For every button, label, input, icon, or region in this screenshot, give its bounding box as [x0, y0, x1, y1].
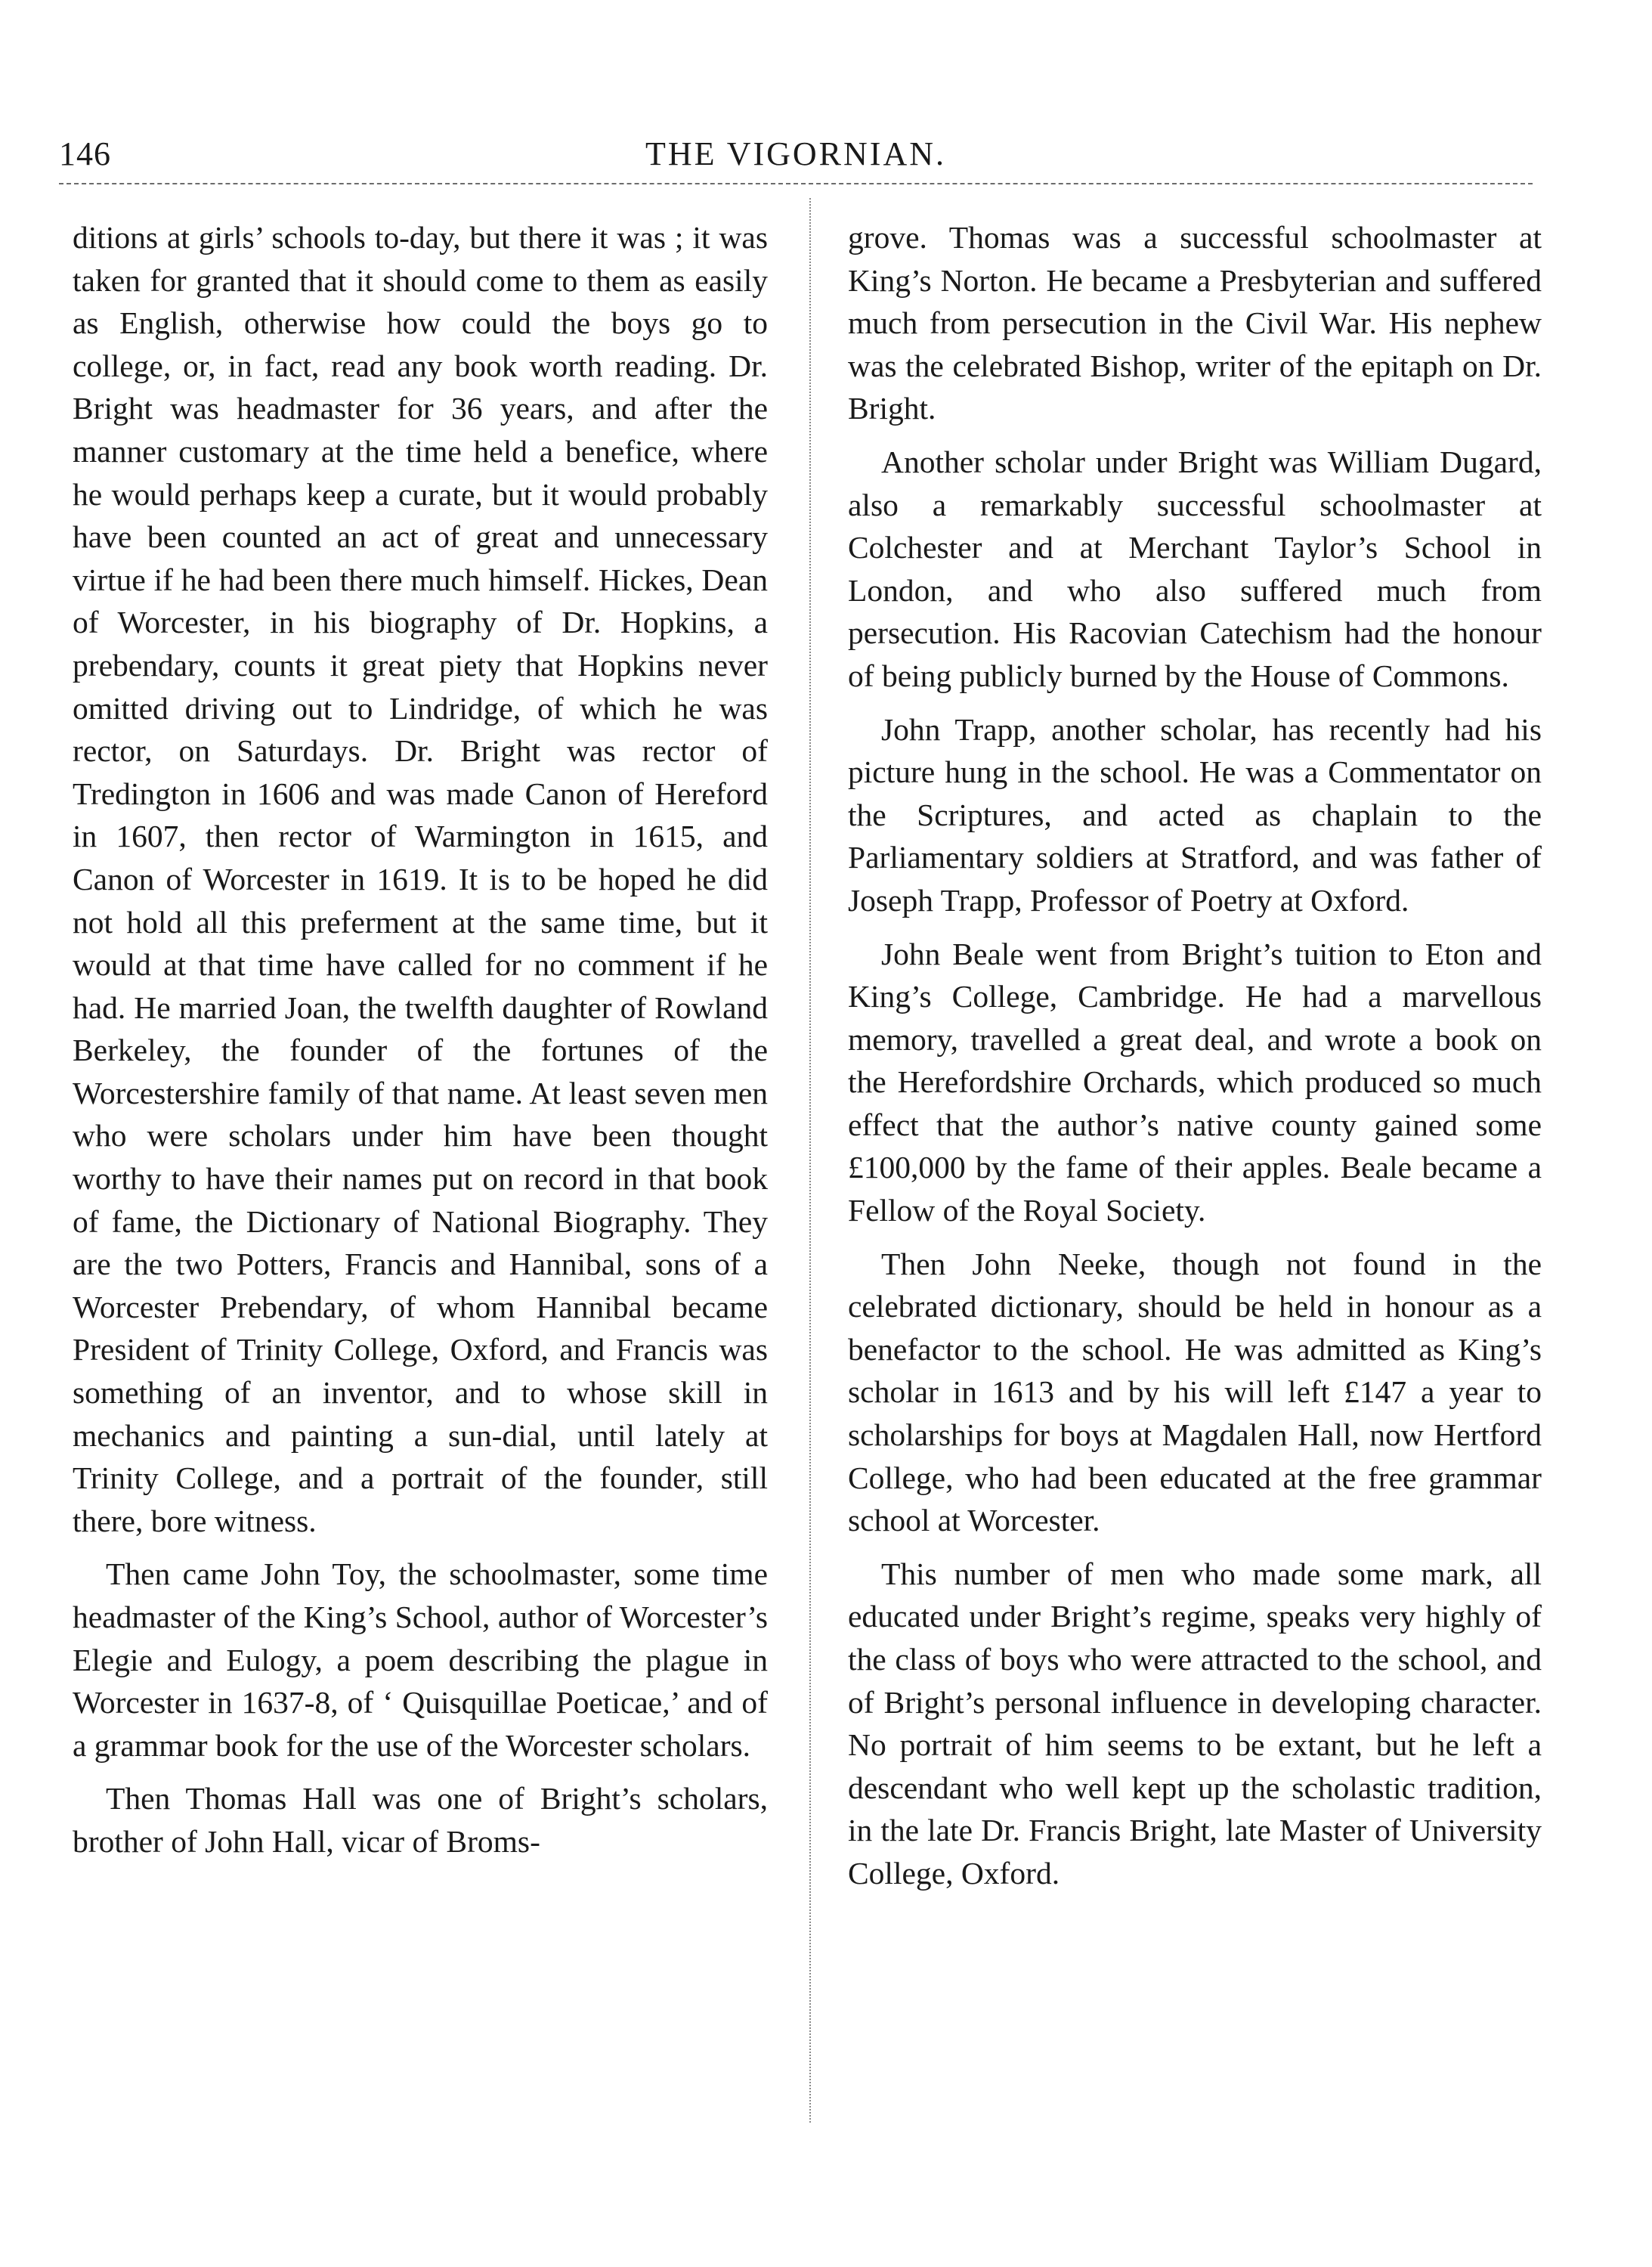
- page-header: [59, 135, 1533, 187]
- paragraph: Then Thomas Hall was one of Bright’s scholars, brother of John Hall, vicar of Broms-: [73, 1781, 768, 1859]
- paragraph: Then came John Toy, the schoolmaster, some time headmaster of the King’s School, author of Worcester’s Elegie and Eulogy, a poem describing the plague in Worcester in 1637-8, of ‘ Quisquillae Poeticae,’ and of a grammar book for the use of the Worcester scholars.: [73, 1556, 768, 1763]
- column-divider: [809, 198, 811, 2123]
- left-column: [73, 216, 768, 1874]
- running-title: THE VIGORNIAN.: [645, 135, 947, 172]
- paragraph: grove. Thomas was a successful schoolmaster at King’s Norton. He became a Presbyterian and suffered much from persecution in the Civil War. His nephew was the celebrated Bishop, writer of the epitaph on Dr. Bright.: [848, 220, 1542, 426]
- header-rule: [59, 183, 1533, 184]
- page-number: 146: [59, 135, 111, 172]
- paragraph: Another scholar under Bright was William Dugard, also a remarkably successful schoolmaster at Colchester and at Merchant Taylor’s School in London, and who also suffered much from persecution. His Racovian Catechism had the honour of being publicly burned by the House of Commons.: [848, 444, 1542, 693]
- paragraph: Then John Neeke, though not found in the celebrated dictionary, should be held in honour as a benefactor to the school. He was admitted as King’s scholar in 1613 and by his will left £147 a year to scholarships for boys at Magdalen Hall, now Hertford College, who had been educated at the free grammar school at Worcester.: [848, 1246, 1542, 1538]
- right-column: [848, 216, 1542, 1906]
- paragraph: John Trapp, another scholar, has recently had his picture hung in the school. He was a Commentator on the Scriptures, and acted as chaplain to the Parliamentary soldiers at Stratford, and was father of Joseph Trapp, Professor of Poetry at Oxford.: [848, 711, 1542, 918]
- paragraph: ditions at girls’ schools to-day, but there it was ; it was taken for granted that it should come to them as easily as English, otherwise how could the boys go to college, or, in fact, read any book worth reading. Dr. Bright was headmaster for 36 years, and after the manner customary at the time held a benefice, where he would perhaps keep a curate, but it would probably have been counted an act of great and unnecessary virtue if he had been there much himself. Hickes, Dean of Worcester, in his biography of Dr. Hopkins, a prebendary, counts it great piety that Hopkins never omitted driving out to Lindridge, of which he was rector, on Saturdays. Dr. Bright was rector of Tredington in 1606 and was made Canon of Hereford in 1607, then rector of Warmington in 1615, and Canon of Worcester in 1619. It is to be hoped he did not hold all this preferment at the same time, but it would at that time have called for no comment if he had. He married Joan, the twelfth daughter of Rowland Berkeley, the founder of the fortunes of the Worcestershire family of that name. At least seven men who were scholars under him have been thought worthy to have their names put on record in that book of fame, the Dictionary of National Biography. They are the two Potters, Francis and Hannibal, sons of a Worcester Prebendary, of whom Hannibal became President of Trinity College, Oxford, and Francis was something of an inventor, and to whose skill in mechanics and painting a sun-dial, until lately at Trinity College, and a portrait of the founder, still there, bore witness.: [73, 220, 768, 1538]
- paragraph: John Beale went from Bright’s tuition to Eton and King’s College, Cambridge. He had a marvellous memory, travelled a great deal, and wrote a book on the Herefordshire Orchards, which produced so much effect that the author’s native county gained some £100,000 by the fame of their apples. Beale became a Fellow of the Royal Society.: [848, 936, 1542, 1228]
- paragraph: This number of men who made some mark, all educated under Bright’s regime, speaks very highly of the class of boys who were attracted to the school, and of Bright’s personal influence in developing character. No portrait of him seems to be extant, but he left a descendant who well kept up the scholastic tradition, in the late Dr. Francis Bright, late Master of University College, Oxford.: [848, 1556, 1542, 1891]
